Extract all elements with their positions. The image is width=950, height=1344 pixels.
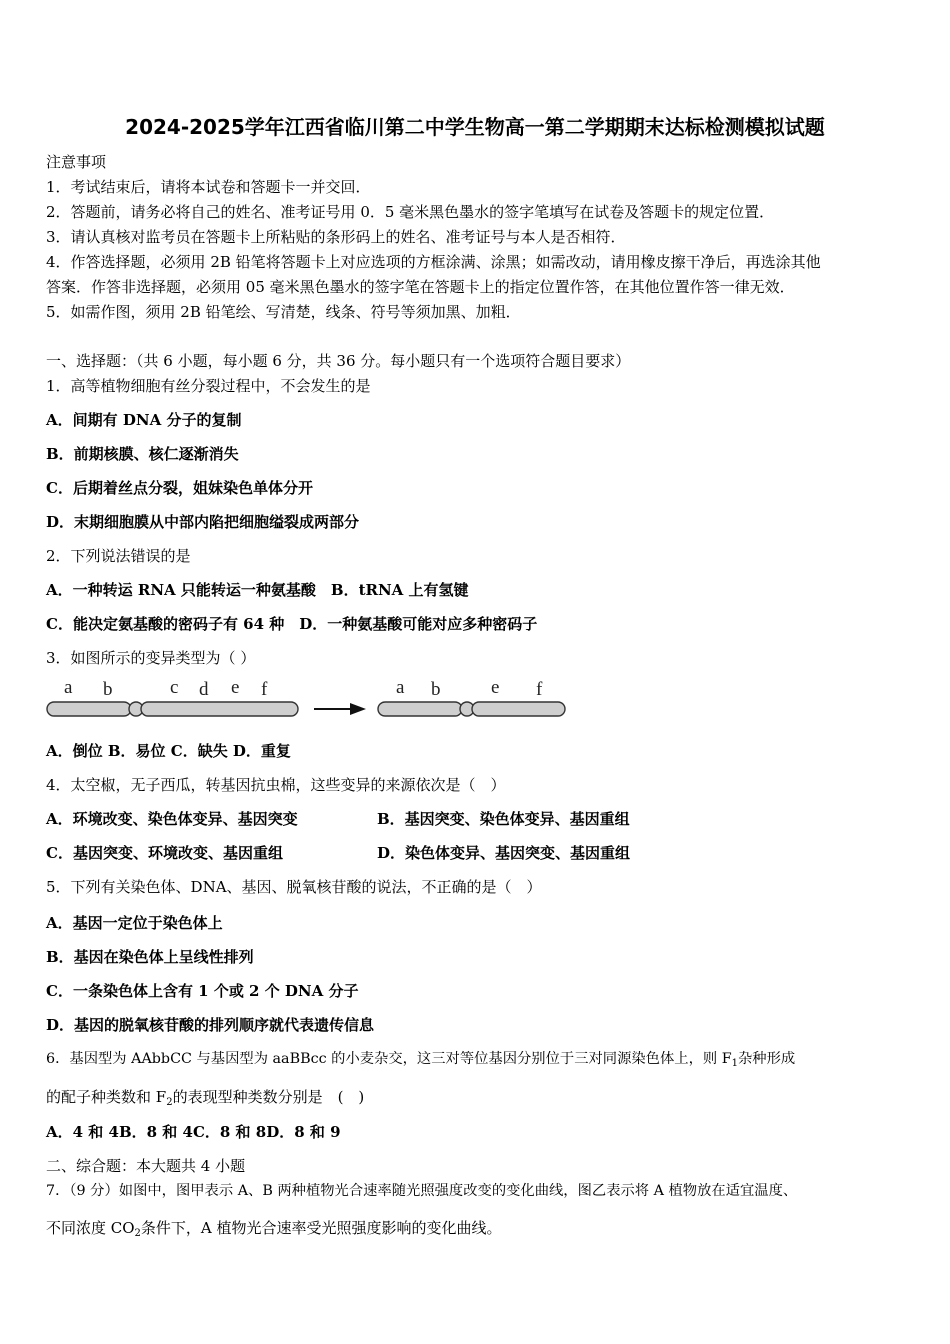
q2-options-ab: A．一种转运 RNA 只能转运一种氨基酸 B．tRNA 上有氢键 xyxy=(46,581,469,599)
chromosome-arm-left xyxy=(47,702,131,716)
q4-option-a: A．环境改变、染色体变异、基因突变 xyxy=(46,810,298,828)
q6-options: A．4 和 4B．8 和 4C．8 和 8D．8 和 9 xyxy=(46,1123,341,1141)
q4-option-d: D．染色体变异、基因突变、基因重组 xyxy=(377,844,631,862)
q1-option-b: B．前期核膜、核仁逐渐消失 xyxy=(46,445,239,463)
q5-stem: 5．下列有关染色体、DNA、基因、脱氧核苷酸的说法，不正确的是（ ） xyxy=(46,878,542,896)
notice-item-4-cont: 答案．作答非选择题，必须用 05 毫米黑色墨水的签字笔在答题卡上的指定位置作答，在其他位置作答一律无效． xyxy=(46,278,795,296)
q1-option-d: D．末期细胞膜从中部内陷把细胞缢裂成两部分 xyxy=(46,513,360,531)
chromosome-arm-left xyxy=(378,702,462,716)
section2-heading: 二、综合题：本大题共 4 小题 xyxy=(46,1157,246,1175)
q1-stem: 1．高等植物细胞有丝分裂过程中，不会发生的是 xyxy=(46,377,371,395)
page-title: 2024-2025学年江西省临川第二中学生物高一第二学期期末达标检测模拟试题 xyxy=(125,115,825,139)
q1-option-a: A．间期有 DNA 分子的复制 xyxy=(46,411,242,429)
q4-stem: 4．太空椒，无子西瓜，转基因抗虫棉，这些变异的来源依次是（ ） xyxy=(46,776,506,794)
notice-heading: 注意事项 xyxy=(46,153,107,171)
section1-heading: 一、选择题：（共 6 小题，每小题 6 分，共 36 分。每小题只有一个选项符合题目要求） xyxy=(46,352,631,370)
q4-option-b: B．基因突变、染色体变异、基因重组 xyxy=(377,810,630,828)
chromosome-figure xyxy=(44,672,574,722)
fig-label: c xyxy=(170,677,179,698)
q3-options: A．倒位 B．易位 C．缺失 D．重复 xyxy=(46,742,291,760)
notice-item-1: 1．考试结束后，请将本试卷和答题卡一并交回． xyxy=(46,178,371,196)
fig-label: a xyxy=(396,677,405,698)
q2-options-cd: C．能决定氨基酸的密码子有 64 种 D．一种氨基酸可能对应多种密码子 xyxy=(46,615,538,633)
q7-line2 xyxy=(46,1218,502,1238)
q7-line2-text: 不同浓度 CO xyxy=(46,1219,135,1237)
fig-label: d xyxy=(199,679,209,700)
fig-label: f xyxy=(261,679,268,700)
arrow-icon xyxy=(314,703,366,715)
notice-item-4: 4．作答选择题，必须用 2B 铅笔将答题卡上对应选项的方框涂满、涂黑；如需改动，请用橡皮擦干净后，再选涂其他 xyxy=(46,253,821,271)
notice-item-3: 3．请认真核对监考员在答题卡上所粘贴的条形码上的姓名、准考证号与本人是否相符． xyxy=(46,228,626,246)
q6-line2-text: 的配子种类数和 F xyxy=(46,1088,167,1106)
q7-line2-text-end: 条件下，A 植物光合速率受光照强度影响的变化曲线。 xyxy=(140,1219,502,1237)
notice-item-5: 5．如需作图，须用 2B 铅笔绘、写清楚，线条、符号等须加黑、加粗． xyxy=(46,303,521,321)
q6-stem-text-end: 杂种形成 xyxy=(738,1051,796,1067)
q7-line1: 7．（9 分）如图中，图甲表示 A、B 两种植物光合速率随光照强度改变的变化曲线，图乙表示将 A 植物放在适宜温度、 xyxy=(46,1183,798,1199)
q6-stem-text: 6．基因型为 AAbbCC 与基因型为 aaBBcc 的小麦杂交，这三对等位基因分别位于三对同源染色体上，则 F xyxy=(46,1051,732,1067)
notice-item-2: 2．答题前，请务必将自己的姓名、准考证号用 0．5 毫米黑色墨水的签字笔填写在试卷及答题卡的规定位置． xyxy=(46,203,775,221)
fig-label: e xyxy=(491,677,500,698)
q6-subscript: 1 xyxy=(731,1058,738,1069)
fig-label: b xyxy=(103,679,113,700)
q6-subscript: 2 xyxy=(166,1097,173,1108)
fig-label: b xyxy=(431,679,441,700)
q5-option-d: D．基因的脱氧核苷酸的排列顺序就代表遗传信息 xyxy=(46,1016,375,1034)
q2-stem: 2．下列说法错误的是 xyxy=(46,547,191,565)
fig-label: a xyxy=(64,677,73,698)
q5-option-c: C．一条染色体上含有 1 个或 2 个 DNA 分子 xyxy=(46,982,359,1000)
q6-stem-line2 xyxy=(46,1087,364,1107)
q3-stem: 3．如图所示的变异类型为（ ） xyxy=(46,649,256,667)
q4-option-c: C．基因突变、环境改变、基因重组 xyxy=(46,844,283,862)
q1-option-c: C．后期着丝点分裂，姐妹染色单体分开 xyxy=(46,479,313,497)
q7-subscript: 2 xyxy=(134,1228,141,1239)
q5-option-b: B．基因在染色体上呈线性排列 xyxy=(46,948,254,966)
fig-label: f xyxy=(536,679,543,700)
q5-option-a: A．基因一定位于染色体上 xyxy=(46,914,223,932)
chromosome-arm-right xyxy=(472,702,565,716)
q6-line2-text-end: 的表现型种类数分别是 ( ) xyxy=(172,1088,365,1106)
q6-stem xyxy=(46,1049,795,1069)
chromosome-arm-right xyxy=(141,702,298,716)
fig-label: e xyxy=(231,677,240,698)
